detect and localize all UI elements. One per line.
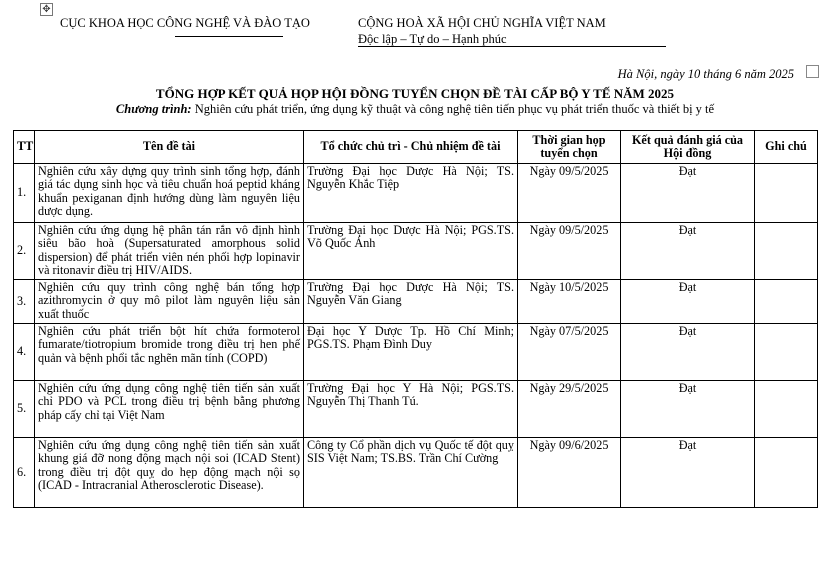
row-time: Ngày 09/6/2025 [518, 438, 621, 508]
header-topic: Tên đề tài [35, 131, 304, 164]
header-note: Ghi chú [755, 131, 818, 164]
row-org: Trường Đại học Dược Hà Nội; TS. Nguyễn Khắc Tiệp [304, 164, 518, 223]
country-name: CỘNG HOÀ XÃ HỘI CHỦ NGHĨA VIỆT NAM [358, 16, 606, 30]
national-header [358, 16, 606, 46]
table-row [14, 381, 818, 438]
row-result: Đạt [621, 223, 755, 280]
checkbox-icon[interactable] [806, 65, 819, 78]
row-note [755, 223, 818, 280]
document-title: TỔNG HỢP KẾT QUẢ HỌP HỘI ĐỒNG TUYỂN CHỌN ĐỀ TÀI CẤP BỘ Y TẾ NĂM 2025 [155, 86, 675, 101]
header-result: Kết quả đánh giá của Hội đồng [621, 131, 755, 164]
row-time: Ngày 07/5/2025 [518, 324, 621, 381]
row-org: Trường Đại học Dược Hà Nội; PGS.TS. Võ Quốc Ánh [304, 223, 518, 280]
row-topic: Nghiên cứu ứng dụng hệ phân tán rắn vô định hình siêu bão hoà (Supersaturated amorphous solid dispersion) để phát triển viên nén phối hợp lopinavir và ritonavir điều trị HIV/AIDS. [35, 223, 304, 280]
results-table [13, 130, 818, 508]
table-row [14, 223, 818, 280]
row-note [755, 381, 818, 438]
row-time: Ngày 10/5/2025 [518, 280, 621, 324]
table-header-row [14, 131, 818, 164]
header-org: Tổ chức chủ trì - Chủ nhiệm đề tài [304, 131, 518, 164]
row-note [755, 164, 818, 223]
program-label: Chương trình: [115, 102, 192, 116]
document-date: Hà Nội, ngày 10 tháng 6 năm 2025 [617, 67, 794, 81]
program-line [0, 102, 830, 117]
row-result: Đạt [621, 164, 755, 223]
motto-underline [358, 46, 666, 47]
row-org: Trường Đại học Y Hà Nội; PGS.TS. Nguyễn Thị Thanh Tú. [304, 381, 518, 438]
table-row [14, 438, 818, 508]
row-topic: Nghiên cứu phát triển bột hít chứa formoterol fumarate/tiotropium bromide trong điều trị hen phế quản và bệnh phổi tắc nghẽn mãn tính (COPD) [35, 324, 304, 381]
row-result: Đạt [621, 280, 755, 324]
row-note [755, 438, 818, 508]
row-number: 4. [14, 324, 35, 381]
header-tt: TT [14, 131, 35, 164]
row-result: Đạt [621, 381, 755, 438]
table-move-handle-icon[interactable]: ✥ [40, 3, 53, 16]
agency-underline [175, 36, 283, 37]
row-note [755, 324, 818, 381]
row-time: Ngày 09/5/2025 [518, 223, 621, 280]
row-time: Ngày 09/5/2025 [518, 164, 621, 223]
row-org: Công ty Cổ phần dịch vụ Quốc tế đột quỵ SIS Việt Nam; TS.BS. Trần Chí Cường [304, 438, 518, 508]
row-number: 2. [14, 223, 35, 280]
row-org: Trường Đại học Dược Hà Nội; TS. Nguyễn Văn Giang [304, 280, 518, 324]
row-topic: Nghiên cứu quy trình công nghệ bán tổng hợp azithromycin ở quy mô pilot làm nguyên liệu sản xuất thuốc [35, 280, 304, 324]
issuing-agency [60, 16, 310, 31]
row-note [755, 280, 818, 324]
row-result: Đạt [621, 324, 755, 381]
row-number: 6. [14, 438, 35, 508]
row-time: Ngày 29/5/2025 [518, 381, 621, 438]
row-result: Đạt [621, 438, 755, 508]
motto: Độc lập – Tự do – Hạnh phúc [358, 32, 507, 46]
row-number: 1. [14, 164, 35, 223]
row-topic: Nghiên cứu ứng dụng công nghệ tiên tiến sản xuất chỉ PDO và PCL trong điều trị bệnh bằng phương pháp cấy chỉ tại Việt Nam [35, 381, 304, 438]
row-topic: Nghiên cứu ứng dụng công nghệ tiên tiến sản xuất khung giá đỡ nong động mạch nội soi (ICAD Stent) trong điều trị đột quỵ do hẹp động mạch nội sọ (ICAD - Intracranial Atherosclerotic Disease). [35, 438, 304, 508]
program-text: Nghiên cứu phát triển, ứng dụng kỹ thuật và công nghệ tiên tiến phục vụ phát triển thuốc và thiết bị y tế [191, 102, 715, 116]
header-time: Thời gian họp tuyển chọn [518, 131, 621, 164]
row-number: 5. [14, 381, 35, 438]
table-row [14, 280, 818, 324]
row-topic: Nghiên cứu xây dựng quy trình sinh tổng hợp, đánh giá tác dụng sinh học và tiêu chuẩn hoá peptid kháng khuẩn pexiganan định hướng dùng làm nguyên liệu dược dụng. [35, 164, 304, 223]
agency-name: CỤC KHOA HỌC CÔNG NGHỆ VÀ ĐÀO TẠO [60, 16, 310, 30]
table-row [14, 164, 818, 223]
row-org: Đại học Y Dược Tp. Hồ Chí Minh; PGS.TS. Phạm Đình Duy [304, 324, 518, 381]
row-number: 3. [14, 280, 35, 324]
table-row [14, 324, 818, 381]
